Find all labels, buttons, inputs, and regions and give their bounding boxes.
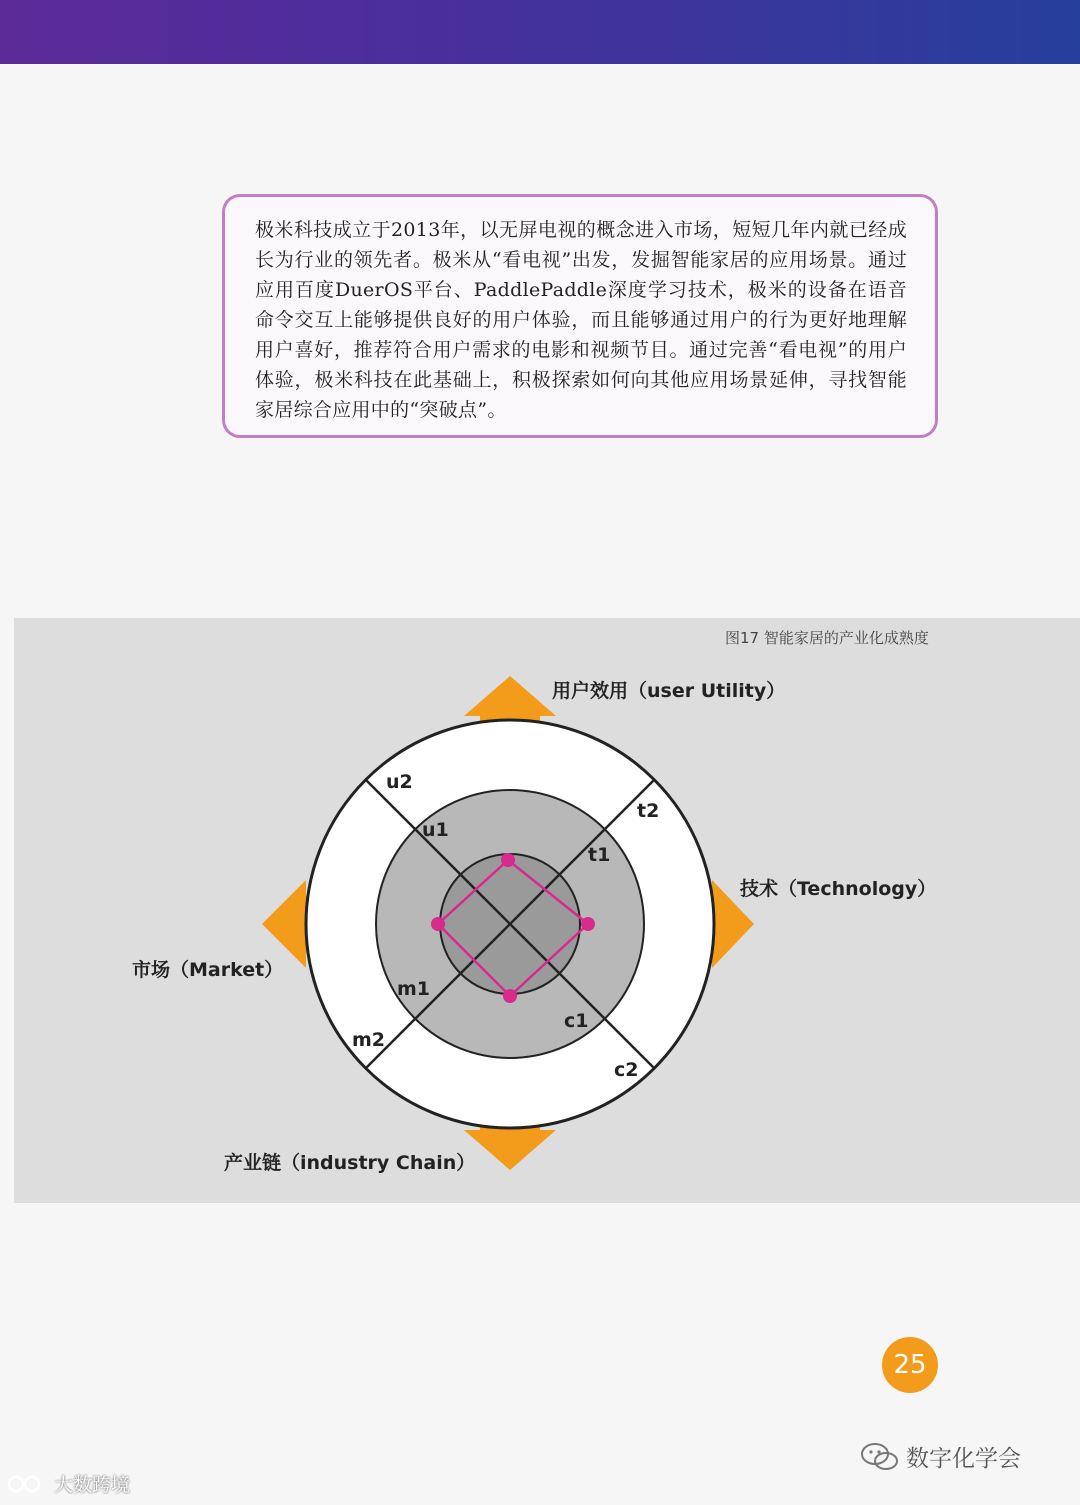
wechat-watermark <box>860 1440 1021 1473</box>
source-name: 大数跨境 <box>54 1474 131 1496</box>
source-watermark <box>6 1470 130 1497</box>
wechat-account-name: 数字化学会 <box>906 1446 1021 1472</box>
label-u2: u2 <box>386 771 413 793</box>
figure-caption: 图17 智能家居的产业化成熟度 <box>725 629 929 647</box>
axis-label-industry-chain: 产业链（industry Chain） <box>224 1152 476 1174</box>
marker-bottom <box>503 989 517 1003</box>
label-c2: c2 <box>614 1059 639 1081</box>
wechat-icon <box>860 1441 900 1473</box>
axis-label-technology: 技术（Technology） <box>740 878 937 900</box>
source-logo-icon <box>6 1472 48 1496</box>
label-m2: m2 <box>352 1029 386 1051</box>
label-t1: t1 <box>588 844 611 866</box>
label-t2: t2 <box>637 800 660 822</box>
axis-label-market: 市场（Market） <box>132 959 284 981</box>
marker-left <box>431 917 445 931</box>
marker-right <box>581 917 595 931</box>
intro-paragraph: 极米科技成立于2013年，以无屏电视的概念进入市场，短短几年内就已经成长为行业的领先者。极米从“看电视”出发，发掘智能家居的应用场景。通过应用百度DuerOS平台、PaddlePaddle深度学习技术，极米的设备在语音命令交互上能够提供良好的用户体验，而且能够通过用户的行为更好地理解用户喜好，推荐符合用户需求的电影和视频节目。通过完善“看电视”的用户体验，极米科技在此基础上，积极探索如何向其他应用场景延伸，寻找智能家居综合应用中的“突破点”。 <box>255 219 907 421</box>
marker-top <box>501 853 515 867</box>
label-c1: c1 <box>564 1010 589 1032</box>
label-m1: m1 <box>397 978 431 1000</box>
label-u1: u1 <box>422 819 449 841</box>
axis-label-user-utility: 用户效用（user Utility） <box>552 680 786 702</box>
page-number: 25 <box>882 1337 938 1393</box>
